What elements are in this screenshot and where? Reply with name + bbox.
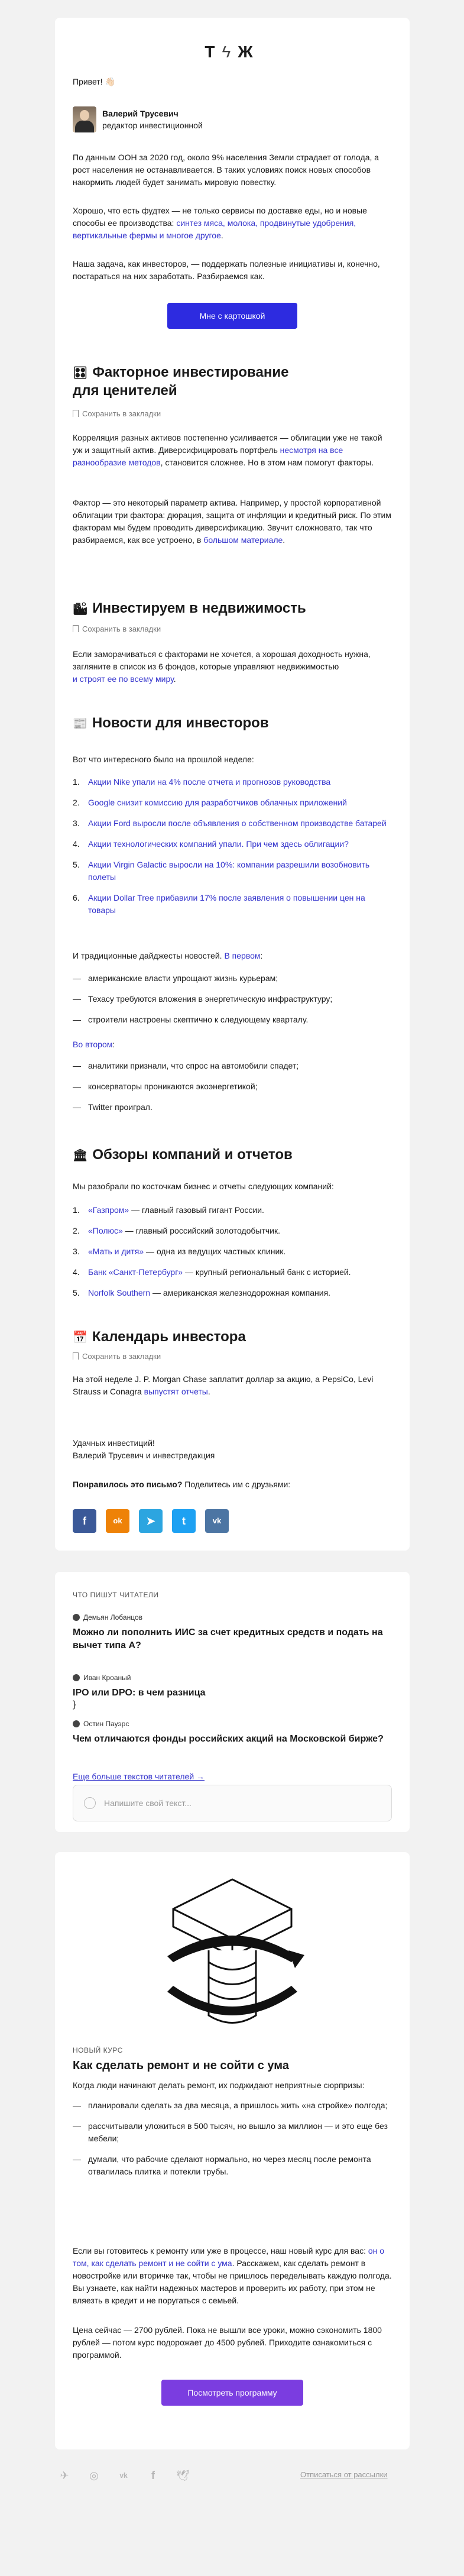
- view-program-button[interactable]: Посмотреть программу: [161, 2380, 303, 2406]
- review-description: — американская железнодорожная компания.: [150, 1288, 331, 1297]
- review-description: — крупный региональный банк с историей.: [183, 1267, 351, 1277]
- classical-building-icon: 🏛: [73, 1149, 88, 1162]
- news-item-number: 3.: [73, 818, 80, 828]
- instagram-icon[interactable]: ◎: [89, 2470, 99, 2481]
- facebook-icon[interactable]: f: [151, 2470, 155, 2481]
- foodtech-link[interactable]: синтез мяса, молока, продвинутые удобрения, вертикальные фермы и многое другое: [73, 218, 356, 240]
- news-item-link[interactable]: Google снизит комиссию для разработчиков облачных приложений: [88, 798, 347, 807]
- reviews-list: [73, 1204, 392, 1299]
- greeting: Привет! 👋🏻: [73, 77, 115, 86]
- course-problems-list: [73, 2099, 392, 2178]
- digest-item: — строители настроены скептично к следующему кварталу.: [73, 1014, 392, 1026]
- reader-post-title: IPO или DPO: в чем разница: [73, 1688, 206, 1698]
- user-icon: [84, 1797, 96, 1809]
- news-item-number: 2.: [73, 798, 80, 807]
- intro-paragraph-2: Хорошо, что есть фудтех — не только сервисы по доставке еды, но и новые способы ее производства: синтез мяса, молока, продвинутые удобрения, вертикальные фермы и многое другое.: [73, 206, 367, 240]
- review-item: [73, 1204, 392, 1216]
- write-text-input[interactable]: [73, 1785, 392, 1821]
- section-title: 🎛 Факторное инвестирование для ценителей: [73, 364, 289, 399]
- news-item: [73, 817, 392, 830]
- course-paragraph-1: Если вы готовитесь к ремонту или уже в процессе, наш новый курс для вас: он о том, как сделать ремонт и не сойти с ума. Расскажем, как сделать ремонт в новостройке или вторичке так, чтобы не пришлось переделывать каждую полгода. Вы узнаете, как найти надежных мастеров и проверить их работу, при этом не вляезть в кредит и не поругаться с семьей.: [73, 2246, 392, 2305]
- newsletter-main-card: [55, 18, 410, 1551]
- news-item: [73, 859, 392, 884]
- vk-icon[interactable]: vk: [119, 2471, 128, 2480]
- reader-author: Демьян Лобанцов: [73, 1613, 392, 1622]
- reader-post-title: Можно ли пополнить ИИС за счет кредитных средств и подать на вычет типа А?: [73, 1627, 383, 1651]
- author-role: редактор инвестиционной: [102, 121, 203, 130]
- reviews-list-container: [73, 1204, 392, 1308]
- bookmark-button[interactable]: Сохранить в закладки: [73, 1352, 392, 1361]
- review-item-number: 1.: [73, 1205, 80, 1215]
- review-description: — главный газовый гигант России.: [129, 1205, 264, 1215]
- reader-avatar-icon: [73, 1674, 80, 1681]
- review-item: [73, 1266, 392, 1279]
- share-telegram-button[interactable]: ➤: [139, 1509, 163, 1533]
- potato-cta-button[interactable]: Мне с картошкой: [167, 303, 297, 329]
- reader-post-title: Чем отличаются фонды российских акций на Московской бирже?: [73, 1734, 384, 1744]
- digest-first-container: [73, 972, 392, 1034]
- bookmark-button[interactable]: Сохранить в закладки: [73, 409, 392, 418]
- newspaper-icon: 📰: [73, 717, 87, 730]
- course-problem-item: — планировали сделать за два месяца, а пришлось жить «на стройке» полгода;: [73, 2099, 392, 2112]
- section-news: [73, 714, 392, 733]
- reader-avatar-icon: [73, 1614, 80, 1621]
- course-problems-container: [73, 2099, 392, 2186]
- share-odnoklassniki-button[interactable]: ok: [106, 1509, 129, 1533]
- section-factor-investing: [73, 364, 392, 400]
- bookmark-icon: [73, 625, 79, 632]
- digest-second-intro: Во втором:: [73, 1040, 115, 1049]
- news-item-number: 4.: [73, 839, 80, 849]
- review-item: [73, 1287, 392, 1299]
- news-item-link[interactable]: Акции Ford выросли после объявления о собственном производстве батарей: [88, 818, 387, 828]
- digest-item: — американские власти упрощают жизнь курьерам;: [73, 972, 392, 985]
- reader-author: Иван Кроаный: [73, 1674, 392, 1682]
- section-calendar: [73, 1328, 392, 1347]
- write-text-placeholder: Напишите свой текст...: [104, 1798, 192, 1808]
- bolt-illustration-icon: [150, 1868, 315, 2039]
- unsubscribe-link[interactable]: Отписаться от рассылки: [300, 2470, 388, 2479]
- section-title: 📅 Календарь инвестора: [73, 1329, 246, 1345]
- digest-intro: И традиционные дайджесты новостей. В первом:: [73, 951, 263, 960]
- review-description: — одна из ведущих частных клиник.: [144, 1247, 286, 1256]
- share-twitter-button[interactable]: t: [172, 1509, 196, 1533]
- factor-paragraph-2: Фактор — это некоторый параметр актива. Например, у простой корпоративной облигации три фактора: дюрация, защита от инфляции и кредитный риск. По этим факторам мы будем проводить диверсификацию. Звучит сложновато, так что разбираемся, как все устроено, в большом материале.: [73, 498, 391, 545]
- brand-logo[interactable]: [55, 43, 410, 62]
- worldwide-funds-link[interactable]: и строят ее по всему миру: [73, 674, 174, 684]
- reader-avatar-icon: [73, 1720, 80, 1727]
- news-item: [73, 838, 392, 850]
- real-estate-paragraph: Если заморачиваться с факторами не хочется, а хорошая доходность нужна, загляните в список из 6 фондов, которые управляют недвижимостью и строят ее по всему миру.: [73, 649, 371, 684]
- more-reader-texts-link[interactable]: Еще больше текстов читателей →: [73, 1772, 205, 1781]
- course-title: Как сделать ремонт и не сойти с ума: [73, 2059, 289, 2072]
- course-intro: Когда люди начинают делать ремонт, их поджидают неприятные сюрпризы:: [73, 2080, 365, 2090]
- news-item-link[interactable]: Акции технологических компаний упали. При чем здесь облигации?: [88, 839, 349, 849]
- news-item: [73, 892, 392, 917]
- section-company-reviews: [73, 1146, 392, 1164]
- digest-second-container: [73, 1060, 392, 1122]
- digest-first-link[interactable]: В первом: [224, 951, 261, 960]
- news-item-number: 6.: [73, 893, 80, 902]
- signoff: Удачных инвестиций! Валерий Трусевич и инвестредакция: [73, 1438, 215, 1460]
- section-title: 🏛 Обзоры компаний и отчетов: [73, 1147, 293, 1163]
- review-company-link[interactable]: «Газпром»: [88, 1205, 129, 1215]
- reader-author: Остин Пауэрс: [73, 1720, 392, 1728]
- review-item-number: 3.: [73, 1247, 80, 1256]
- news-list-container: [73, 776, 392, 925]
- cityscape-icon: 🏙: [73, 603, 88, 616]
- control-knobs-icon: 🎛: [73, 367, 88, 380]
- reader-post[interactable]: [73, 1613, 392, 1652]
- section-title: 🏙 Инвестируем в недвижимость: [73, 600, 306, 616]
- course-label: НОВЫЙ КУРС: [73, 2046, 123, 2054]
- review-company-link[interactable]: Банк «Санкт-Петербург»: [88, 1267, 183, 1277]
- news-item-link[interactable]: Акции Nike упали на 4% после отчета и прогнозов руководства: [88, 777, 331, 787]
- digest-second-list: [73, 1060, 392, 1114]
- share-vk-button[interactable]: vk: [205, 1509, 229, 1533]
- news-item-link[interactable]: Акции Dollar Tree прибавили 17% после заявления о повышении цен на товары: [88, 893, 365, 915]
- intro-paragraph-3: Наша задача, как инвесторов, — поддержать полезные инициативы и, конечно, постараться на них заработать. Разбираемся как.: [73, 259, 380, 281]
- diversification-methods-link[interactable]: несмотря на все разнообразие методов: [73, 445, 343, 467]
- course-problem-item: — думали, что рабочие сделают нормально, но через месяц после ремонта отвалилась плитка и потекли трубы.: [73, 2153, 392, 2178]
- news-item-number: 5.: [73, 860, 80, 869]
- reader-post[interactable]: [73, 1720, 392, 1746]
- review-item-number: 5.: [73, 1288, 80, 1297]
- review-company-link[interactable]: Norfolk Southern: [88, 1288, 151, 1297]
- calendar-icon: 📅: [73, 1331, 87, 1344]
- logo-bolt-icon: ϟ: [222, 43, 238, 61]
- section-real-estate: [73, 600, 392, 618]
- factor-paragraph-1: Корреляция разных активов постепенно усиливается — облигации уже не такой уж и защитный актив. Диверсифицировать портфель несмотря на все разнообразие методов, становится сложнее. Но в этом нам помогут факторы.: [73, 433, 382, 467]
- logo-letter-t: Т: [205, 43, 222, 61]
- news-item: [73, 776, 392, 788]
- review-item: [73, 1225, 392, 1237]
- review-item-number: 4.: [73, 1267, 80, 1277]
- digest-item: — аналитики признали, что спрос на автомобили спадет;: [73, 1060, 392, 1072]
- author-name: Валерий Трусевич: [102, 109, 179, 118]
- logo-letter-zh: Ж: [238, 43, 260, 61]
- course-link[interactable]: он о том, как сделать ремонт и не сойти с ума: [73, 2246, 385, 2268]
- section-title: 📰 Новости для инвесторов: [73, 715, 269, 731]
- digest-first-list: [73, 972, 392, 1026]
- reader-posts-card: [55, 1572, 410, 1832]
- review-item: [73, 1245, 392, 1258]
- news-item-link[interactable]: Акции Virgin Galactic выросли на 10%: компании разрешили возобновить полеты: [88, 860, 370, 882]
- review-description: — главный российский золотодобытчик.: [122, 1226, 280, 1235]
- news-item-number: 1.: [73, 777, 80, 787]
- telegram-icon[interactable]: ✈: [60, 2470, 69, 2481]
- bookmark-icon: [73, 1352, 79, 1360]
- digest-item: — консерваторы проникаются экоэнергетикой;: [73, 1080, 392, 1093]
- calendar-paragraph: На этой неделе J. P. Morgan Chase заплатит доллар за акцию, а PepsiCo, Levi Strauss и Conagra выпустят отчеты.: [73, 1374, 374, 1396]
- review-item-number: 2.: [73, 1226, 80, 1235]
- bookmark-icon: [73, 410, 79, 417]
- share-facebook-button[interactable]: f: [73, 1509, 96, 1533]
- avatar: [73, 106, 96, 132]
- digest-item: — Техасу требуются вложения в энергетическую инфраструктуру;: [73, 993, 392, 1005]
- reviews-intro: Мы разобрали по косточкам бизнес и отчеты следующих компаний:: [73, 1182, 334, 1191]
- news-list: [73, 776, 392, 917]
- readers-section-label: ЧТО ПИШУТ ЧИТАТЕЛИ: [73, 1591, 159, 1599]
- intro-paragraph-1: По данным ООН за 2020 год, около 9% населения Земли страдает от голода, а рост населения не останавливается. В таких условиях поиск новых способов накормить людей будет занимать мировую повестку.: [73, 153, 379, 187]
- news-intro: Вот что интересного было на прошлой неделе:: [73, 755, 254, 764]
- course-paragraph-2: Цена сейчас — 2700 рублей. Пока не вышли все уроки, можно сэкономить 1800 рублей — потом курс подорожает до 4500 рублей. Приходите ознакомиться с программой.: [73, 2325, 382, 2360]
- twitter-icon[interactable]: 🕊: [176, 2470, 190, 2481]
- course-promo-card: [55, 1852, 410, 2449]
- reports-link[interactable]: выпустят отчеты: [144, 1387, 208, 1396]
- big-article-link[interactable]: большом материале: [203, 535, 283, 545]
- review-company-link[interactable]: «Полюс»: [88, 1226, 123, 1235]
- news-item: [73, 797, 392, 809]
- share-prompt: Понравилось это письмо? Поделитесь им с друзьями:: [73, 1480, 291, 1489]
- bookmark-button[interactable]: Сохранить в закладки: [73, 624, 392, 633]
- digest-second-link[interactable]: Во втором: [73, 1040, 113, 1049]
- reader-post[interactable]: Иван Кроаный IPO или DPO: в чем разница }: [73, 1674, 392, 1710]
- digest-item: — Twitter проиграл.: [73, 1101, 392, 1114]
- review-company-link[interactable]: «Мать и дитя»: [88, 1247, 144, 1256]
- course-problem-item: — рассчитывали уложиться в 500 тысяч, но вышло за миллион — и это еще без мебели;: [73, 2120, 392, 2145]
